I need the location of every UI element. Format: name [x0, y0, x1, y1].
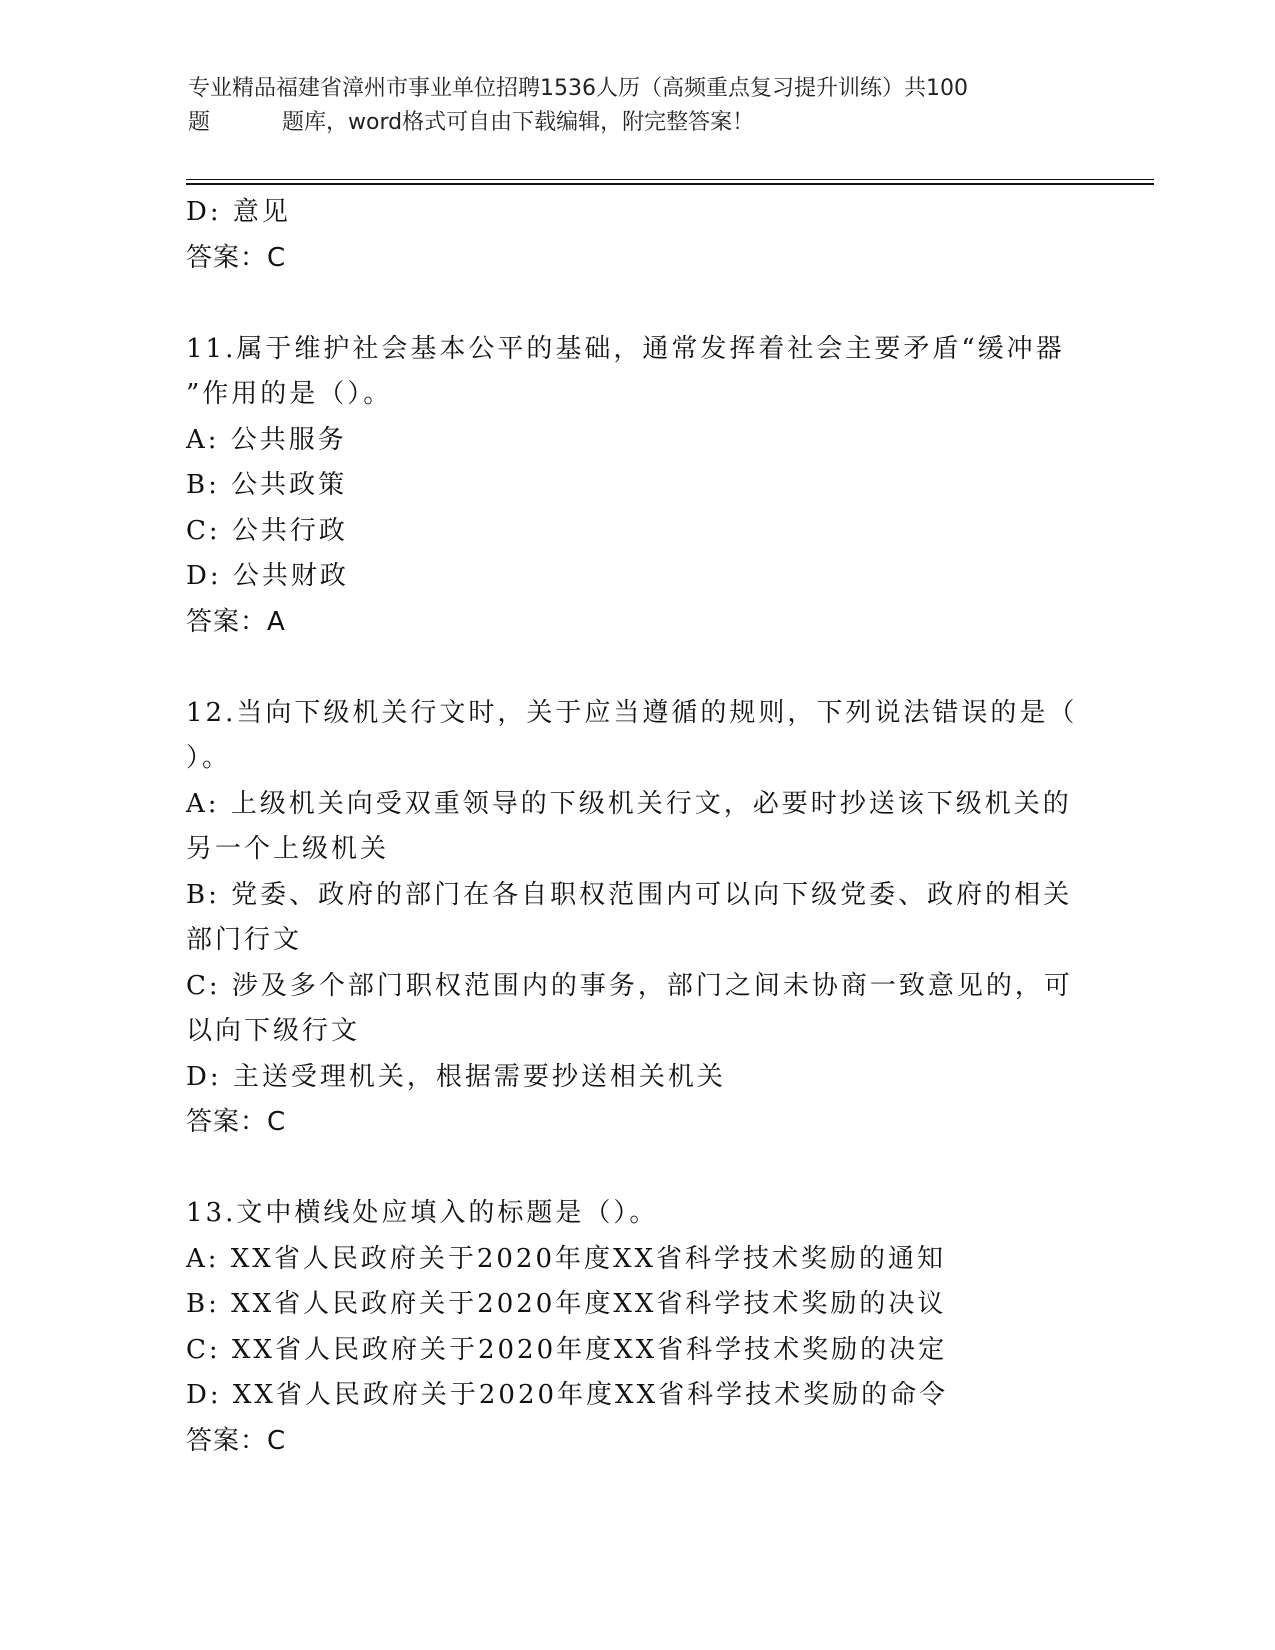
question-13	[186, 1191, 1086, 1464]
question-content	[186, 190, 1086, 1464]
q12-option-a-line2: 另一个上级机关	[186, 834, 390, 864]
q12-option-b-line1: B: 党委、政府的部门在各自职权范围内可以向下级党委、政府的相关	[186, 879, 1073, 910]
q11-option-c: C: 公共行政	[186, 515, 348, 546]
spacer	[186, 281, 1086, 327]
q13-stem: 13.文中横线处应填入的标题是（）。	[186, 1198, 659, 1228]
question-12	[186, 691, 1086, 1146]
q12-option-b-line2: 部门行文	[186, 925, 303, 955]
q13-option-b: B: XX省人民政府关于2020年度XX省科学技术奖励的决议	[186, 1289, 947, 1319]
q12-option-d: D: 主送受理机关，根据需要抄送相关机关	[186, 1061, 726, 1092]
q12-answer: 答案：C	[186, 1107, 287, 1137]
q11-answer: 答案：A	[186, 606, 286, 637]
q11-option-a: A: 公共服务	[186, 424, 347, 455]
header-title-line2	[188, 106, 1088, 140]
question-11	[186, 327, 1086, 646]
q13-option-c: C: XX省人民政府关于2020年度XX省科学技术奖励的决定	[186, 1334, 948, 1365]
q12-option-c-line2: 以向下级行文	[186, 1016, 361, 1046]
q11-stem-line1: 11.属于维护社会基本公平的基础，通常发挥着社会主要矛盾“缓冲器	[186, 333, 1065, 364]
header-title-line2-right: 题库，word格式可自由下载编辑，附完整答案！	[282, 110, 755, 135]
q13-answer: 答案：C	[186, 1425, 287, 1456]
q11-option-d: D: 公共财政	[186, 561, 349, 591]
q10-option-d: D: 意见	[186, 197, 291, 227]
spacer	[186, 645, 1086, 691]
header-rule-thin	[186, 179, 1154, 180]
q10-answer: 答案：C	[186, 242, 287, 273]
question-10	[186, 190, 1086, 281]
q12-stem-line2: ）。	[186, 743, 232, 773]
q13-option-a: A: XX省人民政府关于2020年度XX省科学技术奖励的通知	[186, 1243, 947, 1274]
spacer	[186, 1146, 1086, 1192]
header-rule-thick	[186, 183, 1154, 185]
q12-option-a-line1: A: 上级机关向受双重领导的下级机关行文，必要时抄送该下级机关的	[186, 788, 1072, 819]
q12-option-c-line1: C: 涉及多个部门职权范围内的事务，部门之间未协商一致意见的，可	[186, 970, 1073, 1001]
header-title-line1: 专业精品福建省漳州市事业单位招聘1536人历（高频重点复习提升训练）共100	[188, 76, 968, 101]
q13-option-d: D: XX省人民政府关于2020年度XX省科学技术奖励的命令	[186, 1380, 949, 1410]
header-title-line2-left: 题	[188, 110, 211, 135]
q11-option-b: B: 公共政策	[186, 470, 348, 500]
q11-stem-line2: ”作用的是（）。	[186, 379, 393, 409]
q12-stem-line1: 12.当向下级机关行文时，关于应当遵循的规则，下列说法错误的是（	[186, 697, 1078, 728]
page-header	[188, 72, 1088, 140]
